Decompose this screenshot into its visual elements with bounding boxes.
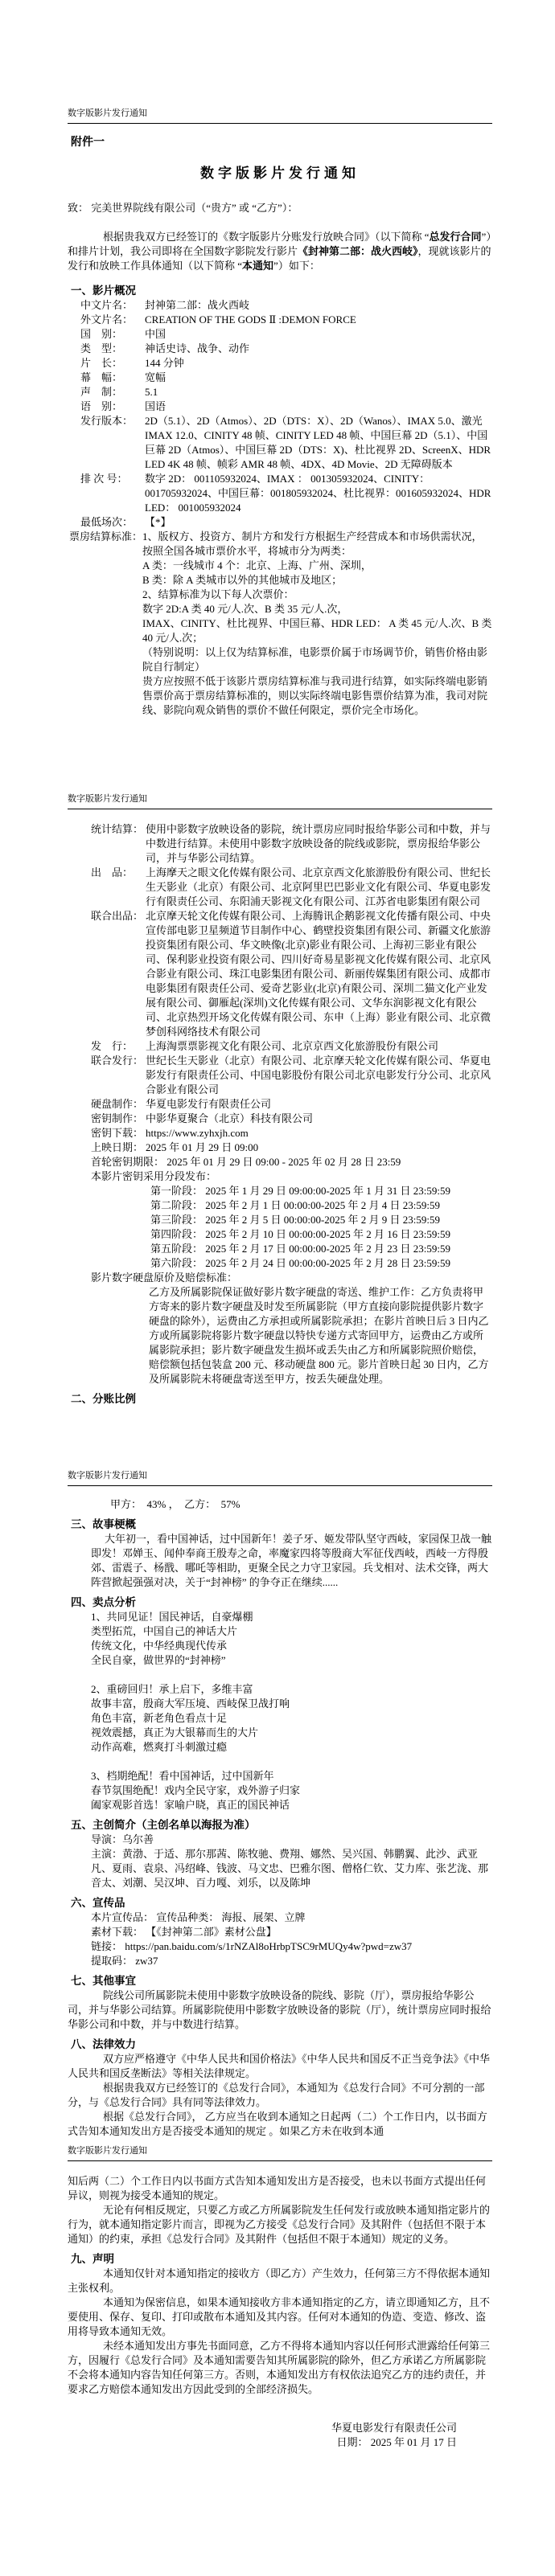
director-line: 导演：乌尔善 bbox=[91, 1833, 154, 1845]
field-row bbox=[91, 1054, 492, 1097]
promo-lines bbox=[68, 1910, 492, 1968]
intro-segment: ，现就该影片的发行和放映工作具体通知（以下简称 “ bbox=[68, 245, 491, 272]
intro-segment: ”）和排片计划，我公司即将在全国数字影院发行影片 bbox=[68, 231, 491, 257]
key-stage-line: 第四阶段： 2025 年 2 月 10 日 00:00:00-2025 年 2 月 16 日 23:59:59 bbox=[150, 1228, 451, 1240]
promo-line: 链接： https://pan.baidu.com/s/1rNZAl8oHrbpTSC9rMUQy4w?pwd=zw37 bbox=[91, 1940, 413, 1952]
field-value: 宽幅 bbox=[145, 371, 166, 383]
selling-points-group-1 bbox=[68, 1610, 492, 1668]
box-office-line: 数字 2D:A 类 40 元/人.次、B 类 35 元/人.次， bbox=[142, 603, 348, 615]
field-label: 发行版本： bbox=[80, 415, 134, 427]
synopsis-paragraph: 大年初一，看中国神话，过中国新年！姜子牙、姬发带队坚守西岐，家园保卫战一触即发！邓婵玉、闻仲奉商王殷寿之命，率魔家四将等殷商大军征伐西岐，西岐一方得殷郊、雷震子、杨戬、哪吒等相助，更聚全民之力守卫家园。兵戈相对、法术交锋，两大阵营掀起强强对决，关于“封神榜” 的争夺正在继续...... bbox=[91, 1533, 492, 1588]
key-stage-line: 第五阶段： 2025 年 2 月 17 日 00:00:00-2025 年 2 月 23 日 23:59:59 bbox=[150, 1243, 451, 1255]
legal-paragraph-3-part: 根据《总发行合同》， 乙方应当在收到本通知之日起两（二）个工作日内，以书面方式告知本通知发出方是否接受本通知的规定 。如果乙方未在收到本通 bbox=[68, 2111, 487, 2137]
section-heading-film-overview: 一、影片概况 bbox=[71, 285, 136, 297]
box-office-lines bbox=[142, 530, 492, 718]
section-heading-crew: 五、主创简介（主创名单以海报为准） bbox=[71, 1819, 256, 1831]
field-row bbox=[91, 1112, 492, 1126]
field-row bbox=[80, 356, 492, 371]
intro-term-notice: 本通知 bbox=[242, 260, 274, 272]
box-office-label: 票房结算标准： bbox=[69, 530, 143, 543]
selling-point-line: 1、共同见证！国民神话，自豪爆棚 bbox=[91, 1611, 253, 1623]
selling-point-line: 传统文化，中华经典现代传承 bbox=[91, 1640, 228, 1652]
promo-line: 本片宣传品： 宣传品种类： 海报、展架、立牌 bbox=[91, 1911, 306, 1923]
field-label: 中文片名： bbox=[80, 299, 134, 311]
field-row bbox=[80, 515, 492, 530]
field-label: 硬盘制作： bbox=[91, 1098, 144, 1110]
first-round-key-term: 首轮密钥期限： 2025 年 01 月 29 日 09:00 - 2025 年 02 月 28 日 23:59 bbox=[91, 1156, 401, 1168]
legal-paragraph-1: 双方应严格遵守《中华人民共和国价格法》《中华人民共和国反不正当竞争法》《中华人民共和国反垄断法》等相关法律规定。 bbox=[68, 2053, 491, 2079]
intro-paragraph bbox=[68, 230, 492, 273]
legal-paragraph-3-continuation: 知后两（二）个工作日内以书面方式告知本通知发出方是否接受，也未以书面方式提出任何异议，则视为接受本通知的规定。 bbox=[68, 2175, 487, 2201]
field-row bbox=[91, 909, 492, 1039]
box-office-line: 2、结算标准为以下每人次票价： bbox=[142, 588, 294, 600]
field-label: 语 别： bbox=[80, 400, 123, 412]
field-row bbox=[80, 313, 492, 327]
running-header: 数字版影片发行通知 bbox=[68, 1470, 492, 1486]
spacer bbox=[68, 1668, 492, 1682]
field-row bbox=[91, 822, 492, 866]
selling-point-line: 类型拓荒，中国自己的神话大片 bbox=[91, 1625, 238, 1637]
attachment-label: 附件一 bbox=[71, 137, 105, 149]
selling-point-line: 春节氛围绝配！戏内全民守家，戏外游子归家 bbox=[91, 1784, 301, 1796]
signature-company: 华夏电影发行有限责任公司 bbox=[331, 2422, 457, 2434]
field-value: 华夏电影发行有限责任公司 bbox=[146, 1098, 272, 1110]
spacer bbox=[68, 1755, 492, 1769]
promo-line: 素材下载： 【《封神第二部》素材公盘】 bbox=[91, 1926, 277, 1938]
box-office-standard-row bbox=[69, 530, 492, 718]
field-row bbox=[80, 414, 492, 472]
section-heading-synopsis: 三、故事梗概 bbox=[71, 1518, 136, 1530]
page-1 bbox=[0, 0, 555, 792]
film-overview-fields bbox=[68, 298, 492, 530]
field-label: 片 长： bbox=[80, 357, 123, 369]
selling-point-line: 阖家观影首选！家喻户晓，真正的国民神话 bbox=[91, 1799, 290, 1811]
section-heading-other: 七、其他事宜 bbox=[71, 1975, 136, 1987]
running-header: 数字版影片发行通知 bbox=[68, 793, 492, 809]
box-office-line: B 类：除 A 类城市以外的其他城市及地区； bbox=[142, 574, 343, 586]
key-stage-line: 第六阶段： 2025 年 2 月 24 日 00:00:00-2025 年 2 月 28 日 23:59:59 bbox=[150, 1257, 451, 1269]
field-value: 世纪长生天影业（北京）有限公司、北京摩天轮文化传媒有限公司、华夏电影发行有限责任公司、中国电影股份有限公司北京电影发行分公司、北京风合影业有限公司 bbox=[146, 1055, 491, 1096]
field-value: 2D（5.1）、2D（Atmos）、2D（DTS：X）、2D（Wanos）、IMAX 5.0、激光 IMAX 12.0、CINITY 48 帧、CINITY LED 48 帧、中国巨幕 2D（5.1）、中国巨幕 2D（Atmos）、中国巨幕 2D（DTS：X)、杜比视界 2D、ScreenX、HDR LED 4K 48 帧、帧彩 AMR 48 帧、4DX、4D Movie、2D 无障碍版本 bbox=[145, 415, 491, 470]
field-row bbox=[80, 399, 492, 414]
field-label: 最低场次： bbox=[80, 516, 134, 528]
field-row bbox=[91, 1126, 492, 1141]
selling-point-line: 动作高难，燃爽打斗刺激过瘾 bbox=[91, 1741, 228, 1753]
field-row bbox=[91, 1039, 492, 1054]
intro-segment: ”）如下： bbox=[273, 260, 320, 272]
key-segment-intro: 本影片密钥采用分段发布： bbox=[91, 1170, 217, 1182]
other-matters-paragraph: 院线公司所属影院未使用中影数字放映设备的院线、影院（厅），票房报给华影公司，并与华影公司结算。所属影院使用中影数字放映设备的影院（厅），统计票房应同时报给华影公司和中数，并与中数进行结算。 bbox=[68, 1989, 491, 2030]
field-row bbox=[80, 385, 492, 399]
key-stage-line: 第一阶段： 2025 年 1 月 29 日 09:00:00-2025 年 1 月 31 日 23:59:59 bbox=[150, 1185, 451, 1197]
field-value: 2025 年 01 月 29 日 09:00 bbox=[146, 1141, 259, 1153]
selling-point-line: 角色丰富，新老角色看点十足 bbox=[91, 1712, 228, 1724]
field-value: 上海淘票票影视文化有限公司、北京京西文化旅游股份有限公司 bbox=[146, 1040, 439, 1052]
field-row bbox=[80, 371, 492, 385]
box-office-line: IMAX、CINITY、杜比视界、中国巨幕、HDR LED： A 类 45 元/人.次、B 类 40 元/人.次； bbox=[142, 617, 492, 644]
promo-line: 提取码： zw37 bbox=[91, 1955, 158, 1967]
declaration-paragraph-2: 本通知为保密信息，如果本通知接收方非本通知指定的乙方，请立即通知乙方，且不要使用、保存、复印、打印或散布本通知及其内容。任何对本通知的伪造、变造、修改、盗用将导致本通知无效。 bbox=[68, 2296, 491, 2337]
box-office-line: A 类：一线城市 4 个：北京、上海、广州、深圳， bbox=[142, 559, 372, 571]
section-heading-legal: 八、法律效力 bbox=[71, 2038, 136, 2050]
field-value: 【*】 bbox=[145, 516, 171, 528]
selling-points-group-2 bbox=[68, 1682, 492, 1755]
field-label: 声 制： bbox=[80, 386, 123, 398]
field-row bbox=[91, 1097, 492, 1112]
field-value: 国语 bbox=[145, 400, 166, 412]
disk-compensation-paragraph: 乙方及所属影院保证做好影片数字硬盘的寄送、维护工作：乙方负责将甲方寄来的影片数字硬盘及时发至所属影院（甲方直接向影院提供影片数字硬盘的除外），运费由乙方承担或所属影院承担；在影片首映日后 3 日内乙方或所属影院将影片数字硬盘以特快专递方式寄回甲方，运费由乙方或所属影院承担；影片数字硬盘发生损坏或丢失由乙方和所属影院照价赔偿，赔偿额包括包装盒 200 元、移动硬盘 800 元。影片首映日起 30 日内，乙方及所属影院未将硬盘寄送至甲方，按丢失硬盘处理。 bbox=[149, 1286, 489, 1385]
key-stage-list bbox=[68, 1184, 492, 1271]
selling-point-line: 2、重磅回归！承上启下，多维丰富 bbox=[91, 1683, 253, 1695]
field-label: 联合出品： bbox=[91, 910, 144, 922]
field-value: 中影华夏聚合（北京）科技有限公司 bbox=[146, 1112, 314, 1124]
legal-paragraph-4: 无论有何相反规定，只要乙方或乙方所属影院发生任何发行或放映本通知指定影片的行为，就本通知指定影片而言，即视为乙方接受《总发行合同》及其附件（包括但不限于本通知）的约束，承担《总发行合同》及其附件（包括但不限于本通知）规定的义务。 bbox=[68, 2204, 491, 2245]
selling-point-line: 故事丰富，殷商大军压境、西岐保卫战打响 bbox=[91, 1698, 290, 1710]
running-header: 数字版影片发行通知 bbox=[68, 2145, 492, 2161]
section-heading-selling-points: 四、卖点分析 bbox=[71, 1596, 136, 1608]
intro-term-contract: 总发行合同 bbox=[429, 231, 482, 243]
field-value: 5.1 bbox=[145, 386, 158, 398]
declaration-paragraph-1: 本通知仅针对本通知指定的接收方（即乙方）产生效力，任何第三方不得依据本通知主张权利。 bbox=[68, 2267, 491, 2294]
field-label: 上映日期： bbox=[91, 1141, 144, 1153]
field-value: 上海摩天之眼文化传媒有限公司、北京京西文化旅游股份有限公司、世纪长生天影业（北京）有限公司、北京阿里巴巴影业文化有限公司、华夏电影发行有限责任公司、东阳浦天影视文化有限公司、江苏省电影集团有限公司 bbox=[146, 866, 491, 907]
field-label: 幕 幅： bbox=[80, 371, 123, 383]
box-office-line: 贵方应按照不低于该影片票房结算标准与我司进行结算，如实际终端电影销售票价高于票房结算标准的，则以实际终端电影售票价结算为准，我司对院线、影院向观众销售的票价不做任何限定，票价完全市场化。 bbox=[142, 675, 488, 716]
field-value: 数字 2D： 001105932024、IMAX ： 001305932024、CINITY：001705932024、中国巨幕：001805932024、杜比视界：001605932024、HDR LED： 001005932024 bbox=[145, 473, 491, 514]
addressee-line: 致： 完美世界院线有限公司（“贵方” 或 “乙方”）： bbox=[68, 202, 298, 214]
cast-line: 主演：黄渤、于适、那尔那茜、陈牧驰、费翔、娜然、吴兴国、韩鹏翼、此沙、武亚凡、夏雨、袁泉、冯绍峰、钱波、马文忠、巴雅尔图、僧格仁钦、艾力库、张艺泷、那音太、刘潮、吴汉坤、百力嘎、刘乐，以及陈坤 bbox=[91, 1848, 489, 1889]
field-value: 使用中影数字放映设备的影院，统计票房应同时报给华影公司和中数，并与中数进行结算。未使用中影数字放映设备的院线或影院，票房报给华影公司，并与华影公司结算。 bbox=[146, 823, 491, 864]
section-heading-promo: 六、宣传品 bbox=[71, 1897, 125, 1909]
field-value: 封神第二部：战火西岐 bbox=[145, 299, 250, 311]
field-label: 国 别： bbox=[80, 328, 123, 340]
signature-date: 日期： 2025 年 01 月 17 日 bbox=[336, 2436, 457, 2448]
key-stage-line: 第三阶段： 2025 年 2 月 5 日 00:00:00-2025 年 2 月 9 日 23:59:59 bbox=[150, 1214, 441, 1226]
field-label: 类 型： bbox=[80, 342, 123, 354]
intro-film-title: 《封神第二部：战火西岐》 bbox=[298, 245, 418, 257]
revenue-split-line: 甲方： 43% ， 乙方： 57% bbox=[110, 1498, 240, 1510]
field-label: 排 次 号： bbox=[80, 473, 128, 485]
field-value: 中国 bbox=[145, 328, 166, 340]
selling-point-line: 全民自豪，做世界的“封神榜” bbox=[91, 1654, 226, 1666]
section-heading-declaration: 九、声明 bbox=[71, 2253, 114, 2265]
field-label: 出 品： bbox=[91, 866, 134, 878]
selling-point-line: 3、档期绝配！看中国神话，过中国新年 bbox=[91, 1770, 274, 1782]
settlement-fields bbox=[68, 822, 492, 1155]
field-value: 144 分钟 bbox=[145, 357, 184, 369]
field-value: https://www.zyhxjh.com bbox=[146, 1127, 249, 1139]
field-value: CREATION OF THE GODS Ⅱ :DEMON FORCE bbox=[145, 313, 356, 326]
doc-title: 数字版影片发行通知 bbox=[200, 166, 360, 181]
field-label: 发 行： bbox=[91, 1040, 134, 1052]
field-value: 神话史诗、战争、动作 bbox=[145, 342, 250, 354]
field-label: 密钥下载： bbox=[91, 1127, 144, 1139]
field-row bbox=[80, 472, 492, 515]
page-2 bbox=[0, 792, 555, 1468]
field-row bbox=[80, 327, 492, 342]
page-4 bbox=[0, 2144, 555, 2576]
field-row bbox=[80, 342, 492, 356]
field-row bbox=[80, 298, 492, 313]
disk-compensation-title: 影片数字硬盘原价及赔偿标准： bbox=[91, 1272, 238, 1284]
selling-point-line: 视效震撼，真正为大银幕而生的大片 bbox=[91, 1726, 259, 1738]
page-3 bbox=[0, 1468, 555, 2144]
box-office-line: 1、版权方、投资方、制片方和发行方根据生产经营成本和市场供需状况，按照全国各城市票价水平，将城市分为两类： bbox=[142, 530, 483, 557]
field-row bbox=[91, 1141, 492, 1155]
field-label: 密钥制作： bbox=[91, 1112, 144, 1124]
field-value: 北京摩天轮文化传媒有限公司、上海腾讯企鹅影视文化传播有限公司、中央宣传部电影卫星频道节目制作中心、鹤壁投资集团有限公司、新疆文化旅游投资集团有限公司、华文映像(北京)影业有限公司、上海初三影业有限公司、保利影业投资有限公司、四川好奇易星影视文化传媒有限公司、北京风合影业有限公司、珠江电影集团有限公司、新丽传媒集团有限公司、成都市电影集团有限责任公司、爱奇艺影业(北京)有限公司、深圳二猫文化产业发展有限公司、御雁起(深圳)文化传媒有限公司、文华东润影视文化有限公司、北京热烈开场文化传媒有限公司、东申（上海）影业有限公司、北京微梦创科网络技术有限公司 bbox=[146, 910, 491, 1038]
key-stage-line: 第二阶段： 2025 年 2 月 1 日 00:00:00-2025 年 2 月 4 日 23:59:59 bbox=[150, 1199, 441, 1211]
running-header: 数字版影片发行通知 bbox=[68, 108, 492, 124]
field-label: 联合发行： bbox=[91, 1055, 144, 1067]
field-row bbox=[91, 866, 492, 909]
field-label: 外文片名： bbox=[80, 313, 134, 326]
box-office-line: （特别说明：以上仅为结算标准，电影票价属于市场调节价，销售价格由影院自行制定） bbox=[142, 646, 488, 673]
selling-points-group-3 bbox=[68, 1769, 492, 1812]
intro-segment: 根据贵我双方已经签订的《数字版影片分账发行放映合同》（以下简称 “ bbox=[103, 231, 430, 243]
section-heading-revenue-split: 二、分账比例 bbox=[71, 1393, 136, 1405]
legal-paragraph-2: 根据贵我双方已经签订的《总发行合同》，本通知为《总发行合同》不可分割的一部分，与《总发行合同》具有同等法律效力。 bbox=[68, 2082, 485, 2108]
declaration-paragraph-3: 未经本通知发出方事先书面同意，乙方不得将本通知内容以任何形式泄露给任何第三方，因履行《总发行合同》及本通知需要告知其所属影院的除外，但乙方承诺乙方所属影院不会将本通知内容告知任何第三方。否则，本通知发出方有权依法追究乙方的违约责任，并要求乙方赔偿本通知发出方因此受到的全部经济损失。 bbox=[68, 2340, 491, 2395]
field-label: 统计结算： bbox=[91, 823, 144, 835]
